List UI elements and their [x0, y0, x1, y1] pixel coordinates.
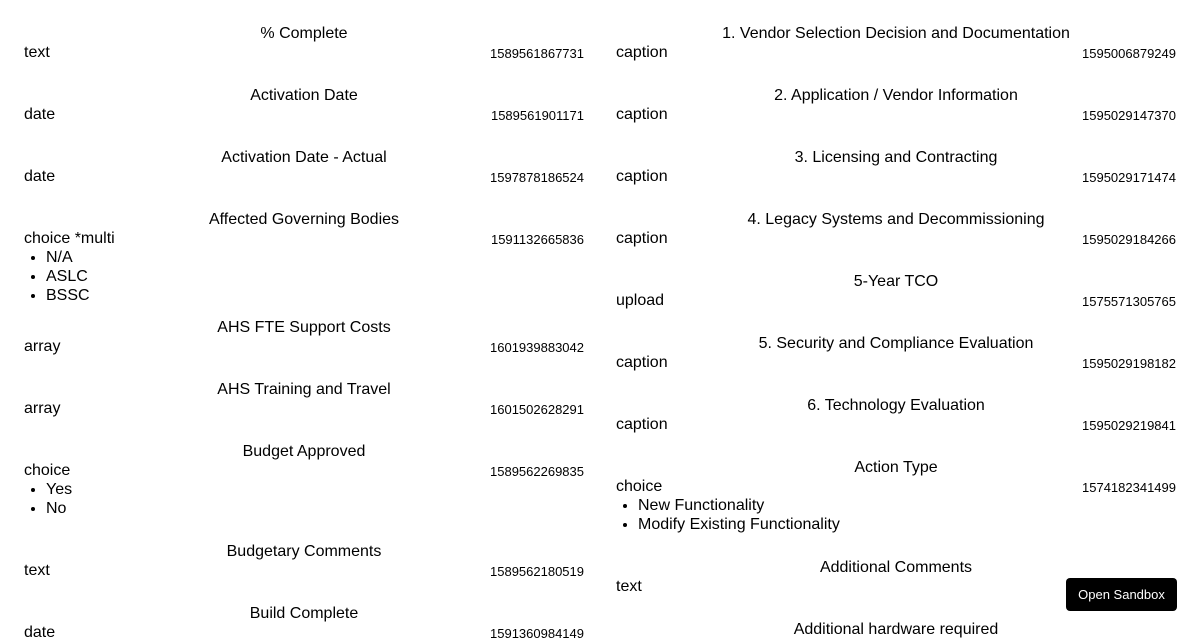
- field-type: text: [24, 562, 50, 579]
- field-entry: [616, 24, 1176, 62]
- field-name: 6. Technology Evaluation: [807, 397, 985, 414]
- field-type: caption: [616, 44, 668, 61]
- field-name: Activation Date: [250, 87, 358, 104]
- field-id: 1595029219841: [1082, 418, 1176, 433]
- field-id: 1601939883042: [490, 340, 584, 355]
- field-entry: [616, 396, 1176, 434]
- field-id: 1595006879249: [1082, 46, 1176, 61]
- field-id: 1591132665836: [490, 232, 584, 247]
- field-entry: [616, 86, 1176, 124]
- field-name: Build Complete: [249, 605, 359, 622]
- field-type: text: [616, 578, 642, 595]
- field-name: 4. Legacy Systems and Decommissioning: [747, 211, 1045, 228]
- field-id: 1589561901171: [490, 108, 584, 123]
- field-type: caption: [616, 416, 668, 433]
- field-id: 1574182341499: [1082, 480, 1176, 495]
- option-item: • N/A: [46, 248, 584, 267]
- field-name: Budgetary Comments: [226, 543, 382, 560]
- option-item: • New Functionality: [638, 496, 1176, 515]
- field-type: upload: [616, 292, 665, 309]
- field-type: caption: [616, 230, 668, 247]
- field-id: 1589562269835: [490, 464, 584, 479]
- field-entry: [24, 604, 584, 642]
- field-entry: [24, 210, 584, 305]
- field-name: 3. Licensing and Contracting: [794, 149, 998, 166]
- field-id: 1595029184266: [1082, 232, 1176, 247]
- field-name: 2. Application / Vendor Information: [774, 87, 1018, 104]
- field-id: 1595029147370: [1082, 108, 1176, 123]
- field-name: Additional Comments: [819, 559, 973, 576]
- option-item: • No: [46, 499, 584, 518]
- option-item: • Yes: [46, 480, 584, 499]
- field-type: choice: [24, 462, 71, 479]
- field-id: 1595029198182: [1082, 356, 1176, 371]
- field-type: date: [24, 624, 56, 641]
- field-type: choice: [616, 478, 663, 495]
- field-type: array: [24, 338, 61, 355]
- field-entry: [616, 334, 1176, 372]
- field-entry: [616, 272, 1176, 310]
- field-entry: [24, 542, 584, 580]
- field-id: 1589561867731: [490, 46, 584, 61]
- option-list: [616, 496, 1176, 534]
- field-entry: [24, 318, 584, 356]
- field-type: caption: [616, 354, 668, 371]
- field-name: Additional hardware required: [793, 621, 999, 638]
- option-item: • BSSC: [46, 286, 584, 305]
- field-entry: [24, 148, 584, 186]
- field-name: AHS Training and Travel: [217, 381, 391, 398]
- option-item: • ASLC: [46, 267, 584, 286]
- field-name: 5. Security and Compliance Evaluation: [758, 335, 1034, 352]
- field-entry: [616, 210, 1176, 248]
- field-id: 1595029171474: [1082, 170, 1176, 185]
- field-name: AHS FTE Support Costs: [217, 319, 391, 336]
- field-entry: [24, 380, 584, 418]
- field-id: 1601502628291: [490, 402, 584, 417]
- field-name: % Complete: [260, 25, 348, 42]
- option-list: [24, 480, 584, 518]
- field-name: Action Type: [854, 459, 938, 476]
- field-id: 1589562180519: [490, 564, 584, 579]
- field-name: Affected Governing Bodies: [208, 211, 400, 228]
- field-type: date: [24, 106, 56, 123]
- field-name: Budget Approved: [242, 443, 366, 460]
- field-entry: [616, 458, 1176, 534]
- field-type: text: [24, 44, 50, 61]
- field-entry: [24, 24, 584, 62]
- field-type: date: [24, 168, 56, 185]
- field-type: caption: [616, 106, 668, 123]
- field-name: Activation Date - Actual: [221, 149, 387, 166]
- field-type: array: [24, 400, 61, 417]
- option-list: [24, 248, 584, 305]
- field-id: 1575571305765: [1082, 294, 1176, 309]
- field-id: 1591360984149: [490, 626, 584, 641]
- open-sandbox-button[interactable]: Open Sandbox: [1066, 578, 1177, 611]
- field-id: 1597878186524: [490, 170, 584, 185]
- field-type: choice *multi: [24, 230, 115, 247]
- field-entry: [24, 442, 584, 518]
- field-name: 1. Vendor Selection Decision and Documentation: [722, 25, 1070, 42]
- option-item: • Modify Existing Functionality: [638, 515, 1176, 534]
- field-name: 5-Year TCO: [853, 273, 939, 290]
- field-entry: [24, 86, 584, 124]
- field-type: caption: [616, 168, 668, 185]
- field-entry: [616, 148, 1176, 186]
